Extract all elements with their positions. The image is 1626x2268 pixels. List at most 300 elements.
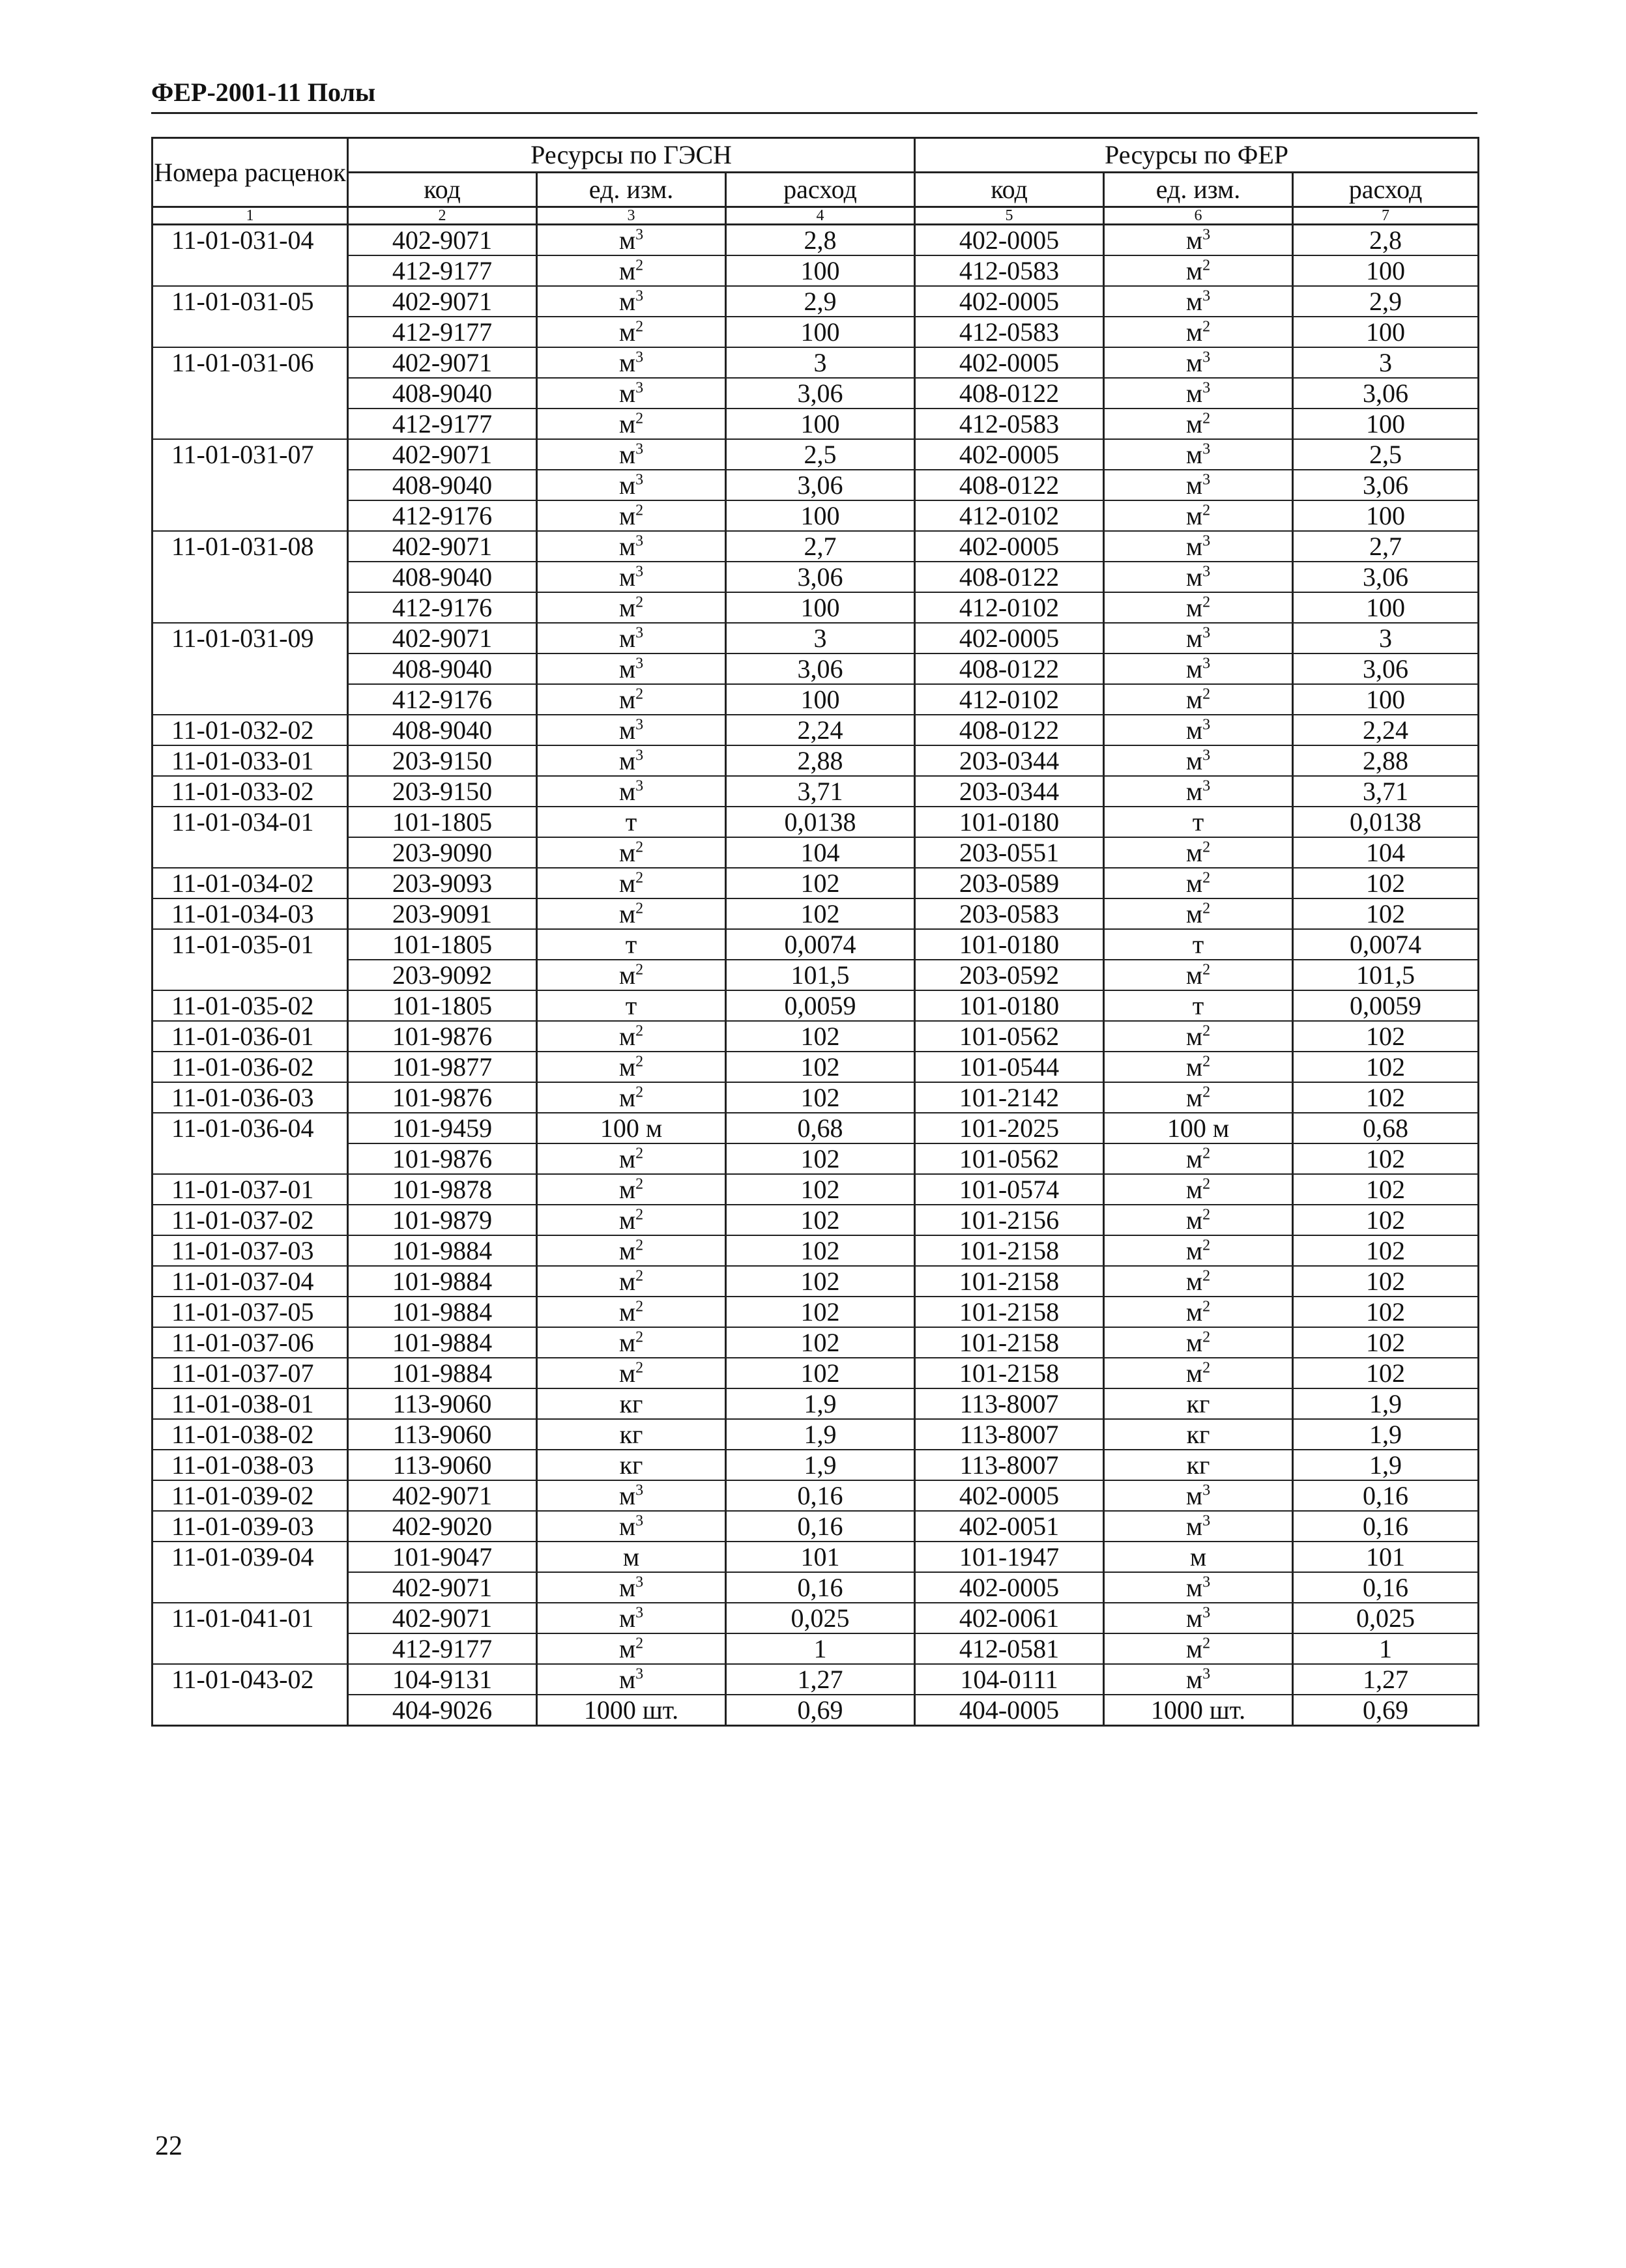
fer-consumption-cell: 102 [1293,1021,1479,1052]
unit-text: м [1185,715,1203,745]
fer-code-cell: 203-0344 [915,776,1104,807]
gesn-code-cell: 101-9884 [348,1297,537,1327]
unit-exponent: 3 [1202,287,1211,305]
unit-exponent: 3 [635,563,644,581]
gesn-code-cell: 412-9177 [348,317,537,347]
table-row [152,1266,1479,1297]
unit-exponent: 3 [1202,777,1211,795]
col-group-fer: Ресурсы по ФЕР [915,138,1479,173]
gesn-code-cell: 412-9176 [348,592,537,623]
unit-text: м [618,409,636,438]
gesn-code-cell: 412-9177 [348,409,537,439]
fer-unit-cell [1104,1450,1293,1480]
gesn-code-cell: 101-1805 [348,990,537,1021]
table-row [152,715,1479,745]
fer-unit-cell [1104,745,1293,776]
gesn-code-cell: 113-9060 [348,1388,537,1419]
unit-exponent: 2 [1202,1053,1211,1070]
unit-exponent: 2 [635,839,644,856]
fer-consumption-cell: 0,16 [1293,1480,1479,1511]
unit-exponent: 3 [635,747,644,764]
gesn-consumption-cell: 102 [726,1327,915,1358]
table-row [152,1021,1479,1052]
gesn-code-cell: 402-9071 [348,623,537,653]
rate-number-cell [152,1572,348,1603]
rate-number-cell [152,684,348,715]
fer-code-cell: 101-0544 [915,1052,1104,1082]
fer-consumption-cell: 3,06 [1293,378,1479,409]
rate-number-cell: 11-01-031-08 [152,531,348,562]
gesn-unit-cell [537,1633,726,1664]
table-row [152,1174,1479,1205]
fer-consumption-cell: 2,8 [1293,225,1479,256]
unit-text: кг [1186,1388,1210,1418]
rate-number-cell [152,653,348,684]
unit-exponent: 3 [635,349,644,366]
gesn-code-cell: 408-9040 [348,378,537,409]
fer-consumption-cell: 0,69 [1293,1695,1479,1726]
table-row [152,1633,1479,1664]
gesn-code-cell: 101-9884 [348,1266,537,1297]
unit-exponent: 2 [1202,1359,1211,1377]
table-row [152,776,1479,807]
gesn-unit-cell [537,500,726,531]
gesn-unit-cell [537,929,726,960]
fer-consumption-cell: 2,5 [1293,439,1479,470]
rate-number-cell: 11-01-038-02 [152,1419,348,1450]
gesn-unit-cell [537,255,726,286]
rate-number-cell [152,837,348,868]
unit-exponent: 2 [1202,839,1211,856]
gesn-unit-cell [537,1174,726,1205]
unit-exponent: 2 [1202,1237,1211,1254]
gesn-consumption-cell: 0,16 [726,1511,915,1542]
rate-number-cell: 11-01-037-06 [152,1327,348,1358]
col-header-rate-number: Номера расценок [152,138,348,207]
gesn-consumption-cell: 100 [726,592,915,623]
unit-text: т [1192,929,1204,959]
fer-unit-cell [1104,990,1293,1021]
unit-text: м [618,286,636,316]
rate-number-cell: 11-01-031-06 [152,347,348,378]
fer-unit-cell [1104,684,1293,715]
unit-exponent: 2 [635,257,644,274]
unit-text: м [1185,1205,1203,1235]
gesn-code-cell: 402-9071 [348,225,537,256]
rate-number-cell: 11-01-038-01 [152,1388,348,1419]
gesn-unit-cell [537,1358,726,1388]
fer-code-cell: 104-0111 [915,1664,1104,1695]
fer-code-cell: 408-0122 [915,653,1104,684]
unit-text: м [1185,898,1203,928]
gesn-unit-cell [537,776,726,807]
unit-exponent: 3 [1202,1665,1211,1683]
table-row [152,317,1479,347]
fer-code-cell: 101-1947 [915,1542,1104,1572]
gesn-unit-cell [537,1235,726,1266]
fer-unit-cell [1104,868,1293,898]
gesn-consumption-cell: 104 [726,837,915,868]
gesn-consumption-cell: 3 [726,623,915,653]
gesn-consumption-cell: 2,24 [726,715,915,745]
fer-code-cell: 402-0005 [915,1572,1104,1603]
unit-text: т [625,807,637,837]
unit-text: м [618,623,636,653]
unit-exponent: 2 [635,1022,644,1040]
unit-exponent: 2 [1202,594,1211,611]
fer-unit-cell [1104,531,1293,562]
gesn-unit-cell [537,807,726,837]
page-header: ФЕР-2001-11 Полы [151,78,376,107]
table-row [152,1205,1479,1235]
unit-exponent: 3 [1202,349,1211,366]
fer-code-cell: 412-0583 [915,317,1104,347]
fer-code-cell: 113-8007 [915,1450,1104,1480]
table-row [152,531,1479,562]
fer-unit-cell [1104,1480,1293,1511]
gesn-unit-cell [537,1572,726,1603]
fer-unit-cell [1104,1419,1293,1450]
unit-text: м [1185,255,1203,285]
unit-exponent: 2 [1202,1635,1211,1652]
gesn-code-cell: 203-9090 [348,837,537,868]
gesn-code-cell: 101-9047 [348,1542,537,1572]
unit-text: м [618,317,636,347]
unit-text: м [618,562,636,592]
gesn-unit-cell [537,684,726,715]
rate-number-cell: 11-01-036-03 [152,1082,348,1113]
fer-code-cell: 402-0005 [915,623,1104,653]
gesn-code-cell: 402-9071 [348,347,537,378]
unit-exponent: 3 [1202,440,1211,458]
unit-text: м [1185,1358,1203,1388]
table-row [152,1480,1479,1511]
gesn-code-cell: 113-9060 [348,1419,537,1450]
table-row [152,1695,1479,1726]
unit-text: м [1185,653,1203,683]
gesn-consumption-cell: 2,8 [726,225,915,256]
unit-exponent: 3 [635,287,644,305]
unit-text: м [1185,439,1203,469]
unit-text: м [618,255,636,285]
fer-code-cell: 113-8007 [915,1419,1104,1450]
col-header-fer-code: код [915,173,1104,207]
unit-text: м [1185,1480,1203,1510]
unit-text: м [1185,1174,1203,1204]
fer-consumption-cell: 3 [1293,623,1479,653]
table-row [152,562,1479,592]
unit-exponent: 3 [635,655,644,672]
gesn-code-cell: 101-1805 [348,807,537,837]
fer-unit-cell [1104,286,1293,317]
unit-text: м [618,1174,636,1204]
fer-code-cell: 402-0005 [915,439,1104,470]
gesn-consumption-cell: 102 [726,868,915,898]
column-number: 2 [348,207,537,225]
rate-number-cell: 11-01-037-01 [152,1174,348,1205]
gesn-unit-cell [537,1450,726,1480]
gesn-unit-cell [537,347,726,378]
unit-exponent: 2 [635,594,644,611]
unit-text: кг [619,1388,643,1418]
fer-consumption-cell: 2,24 [1293,715,1479,745]
unit-exponent: 2 [1202,961,1211,979]
fer-code-cell: 412-0583 [915,409,1104,439]
rate-number-cell [152,592,348,623]
fer-consumption-cell: 0,025 [1293,1603,1479,1633]
fer-consumption-cell: 1,9 [1293,1419,1479,1450]
unit-exponent: 2 [635,1237,644,1254]
gesn-consumption-cell: 102 [726,1021,915,1052]
fer-consumption-cell: 102 [1293,1082,1479,1113]
fer-unit-cell [1104,1327,1293,1358]
gesn-consumption-cell: 102 [726,1205,915,1235]
unit-text: м [1185,225,1203,255]
unit-exponent: 2 [635,1175,644,1193]
unit-exponent: 3 [635,1604,644,1622]
fer-consumption-cell: 102 [1293,1235,1479,1266]
table-row [152,1235,1479,1266]
table-row [152,745,1479,776]
gesn-code-cell: 402-9071 [348,286,537,317]
table-row [152,1664,1479,1695]
fer-unit-cell [1104,1664,1293,1695]
gesn-consumption-cell: 2,9 [726,286,915,317]
table-row [152,1082,1479,1113]
unit-text: м [618,531,636,561]
unit-exponent: 3 [635,1665,644,1683]
gesn-consumption-cell: 3,06 [726,562,915,592]
unit-exponent: 2 [635,318,644,336]
column-number: 3 [537,207,726,225]
unit-text: м [1185,623,1203,653]
unit-text: м [1185,684,1203,714]
fer-consumption-cell: 100 [1293,255,1479,286]
resources-table [151,137,1479,1727]
rate-number-cell: 11-01-037-04 [152,1266,348,1297]
fer-consumption-cell: 100 [1293,500,1479,531]
gesn-code-cell: 412-9177 [348,255,537,286]
fer-code-cell: 408-0122 [915,562,1104,592]
table-row [152,684,1479,715]
unit-text: м [1185,1664,1203,1694]
table-row [152,1327,1479,1358]
rate-number-cell [152,1695,348,1726]
fer-code-cell: 101-0562 [915,1021,1104,1052]
table-row [152,990,1479,1021]
rate-number-cell: 11-01-031-05 [152,286,348,317]
unit-text: м [618,1052,636,1082]
gesn-unit-cell [537,225,726,256]
gesn-consumption-cell: 102 [726,1235,915,1266]
unit-exponent: 3 [635,1573,644,1591]
unit-exponent: 2 [1202,900,1211,917]
gesn-unit-cell [537,1419,726,1450]
gesn-code-cell: 402-9020 [348,1511,537,1542]
table-row [152,960,1479,990]
fer-unit-cell [1104,409,1293,439]
unit-exponent: 2 [635,685,644,703]
gesn-code-cell: 101-9876 [348,1143,537,1174]
unit-exponent: 2 [1202,1206,1211,1224]
unit-text: м [1185,1021,1203,1051]
unit-text: м [1185,1297,1203,1327]
fer-unit-cell [1104,378,1293,409]
unit-text: м [1185,500,1203,530]
table-row [152,1143,1479,1174]
unit-text: м [618,1603,636,1633]
gesn-unit-cell [537,960,726,990]
rate-number-cell: 11-01-034-02 [152,868,348,898]
unit-exponent: 3 [635,532,644,550]
gesn-code-cell: 408-9040 [348,470,537,500]
fer-code-cell: 402-0051 [915,1511,1104,1542]
unit-text: м [618,1633,636,1663]
unit-text: м [1185,1266,1203,1296]
fer-unit-cell [1104,1113,1293,1143]
fer-consumption-cell: 102 [1293,1327,1479,1358]
fer-consumption-cell: 102 [1293,1174,1479,1205]
fer-consumption-cell: 104 [1293,837,1479,868]
rate-number-cell: 11-01-043-02 [152,1664,348,1695]
gesn-unit-cell [537,990,726,1021]
unit-exponent: 2 [635,1084,644,1101]
gesn-code-cell: 412-9176 [348,684,537,715]
gesn-consumption-cell: 2,7 [726,531,915,562]
unit-text: м [618,898,636,928]
rate-number-cell: 11-01-037-05 [152,1297,348,1327]
unit-exponent: 2 [1202,1267,1211,1285]
unit-text: т [625,990,637,1020]
gesn-unit-cell [537,1082,726,1113]
table-row [152,592,1479,623]
col-group-gesn: Ресурсы по ГЭСН [348,138,915,173]
gesn-unit-cell [537,317,726,347]
gesn-code-cell: 412-9177 [348,1633,537,1664]
rate-number-cell: 11-01-034-01 [152,807,348,837]
fer-consumption-cell: 3,06 [1293,653,1479,684]
gesn-code-cell: 101-9884 [348,1327,537,1358]
unit-exponent: 3 [635,624,644,642]
gesn-code-cell: 402-9071 [348,1572,537,1603]
gesn-unit-cell [537,1511,726,1542]
fer-unit-cell [1104,562,1293,592]
rate-number-cell [152,470,348,500]
table-row [152,500,1479,531]
gesn-consumption-cell: 1,27 [726,1664,915,1695]
unit-text: м [1185,1235,1203,1265]
gesn-unit-cell [537,1664,726,1695]
gesn-code-cell: 203-9092 [348,960,537,990]
gesn-unit-cell [537,1143,726,1174]
rate-number-cell: 11-01-041-01 [152,1603,348,1633]
unit-exponent: 3 [1202,1573,1211,1591]
col-header-gesn-code: код [348,173,537,207]
table-row [152,470,1479,500]
gesn-unit-cell [537,745,726,776]
fer-code-cell: 402-0005 [915,531,1104,562]
rate-number-cell: 11-01-031-04 [152,225,348,256]
fer-consumption-cell: 1 [1293,1633,1479,1664]
gesn-code-cell: 101-9876 [348,1021,537,1052]
fer-unit-cell [1104,225,1293,256]
unit-text: 100 м [600,1113,663,1143]
fer-unit-cell [1104,898,1293,929]
table-row [152,1450,1479,1480]
gesn-unit-cell [537,1052,726,1082]
gesn-consumption-cell: 0,16 [726,1480,915,1511]
gesn-unit-cell [537,1205,726,1235]
fer-code-cell: 412-0102 [915,684,1104,715]
unit-text: м [1185,868,1203,898]
fer-unit-cell [1104,1358,1293,1388]
gesn-code-cell: 408-9040 [348,653,537,684]
unit-exponent: 2 [635,1206,644,1224]
table-row [152,1297,1479,1327]
fer-code-cell: 203-0344 [915,745,1104,776]
gesn-unit-cell [537,531,726,562]
rate-number-cell [152,562,348,592]
gesn-consumption-cell: 2,5 [726,439,915,470]
gesn-code-cell: 203-9150 [348,776,537,807]
gesn-unit-cell [537,1695,726,1726]
unit-exponent: 2 [1202,318,1211,336]
fer-code-cell: 412-0583 [915,255,1104,286]
unit-exponent: 2 [1202,502,1211,519]
gesn-consumption-cell: 1 [726,1633,915,1664]
rate-number-cell: 11-01-039-04 [152,1542,348,1572]
table-row [152,1113,1479,1143]
fer-consumption-cell: 3 [1293,347,1479,378]
unit-text: м [1185,1143,1203,1173]
fer-unit-cell [1104,1695,1293,1726]
column-number: 5 [915,207,1104,225]
unit-exponent: 3 [635,777,644,795]
unit-exponent: 2 [635,869,644,887]
table-row [152,1358,1479,1388]
unit-text: м [618,347,636,377]
unit-text: м [1185,1603,1203,1633]
fer-consumption-cell: 3,06 [1293,562,1479,592]
gesn-consumption-cell: 3,06 [726,470,915,500]
gesn-unit-cell [537,409,726,439]
col-header-fer-unit: ед. изм. [1104,173,1293,207]
unit-text: м [618,745,636,775]
unit-text: м [618,500,636,530]
gesn-consumption-cell: 101,5 [726,960,915,990]
unit-text: м [1185,776,1203,806]
column-number: 1 [152,207,348,225]
unit-exponent: 3 [635,440,644,458]
fer-code-cell: 101-2158 [915,1297,1104,1327]
unit-text: м [618,868,636,898]
unit-text: 1000 шт. [583,1695,679,1725]
unit-exponent: 3 [635,226,644,244]
unit-exponent: 2 [1202,1084,1211,1101]
unit-text: т [625,929,637,959]
gesn-code-cell: 402-9071 [348,531,537,562]
fer-unit-cell [1104,623,1293,653]
unit-text: т [1192,807,1204,837]
unit-exponent: 2 [1202,1022,1211,1040]
unit-exponent: 3 [635,471,644,489]
table-row [152,653,1479,684]
fer-unit-cell [1104,500,1293,531]
unit-exponent: 2 [635,1359,644,1377]
fer-consumption-cell: 100 [1293,317,1479,347]
fer-consumption-cell: 102 [1293,868,1479,898]
unit-exponent: 2 [1202,257,1211,274]
